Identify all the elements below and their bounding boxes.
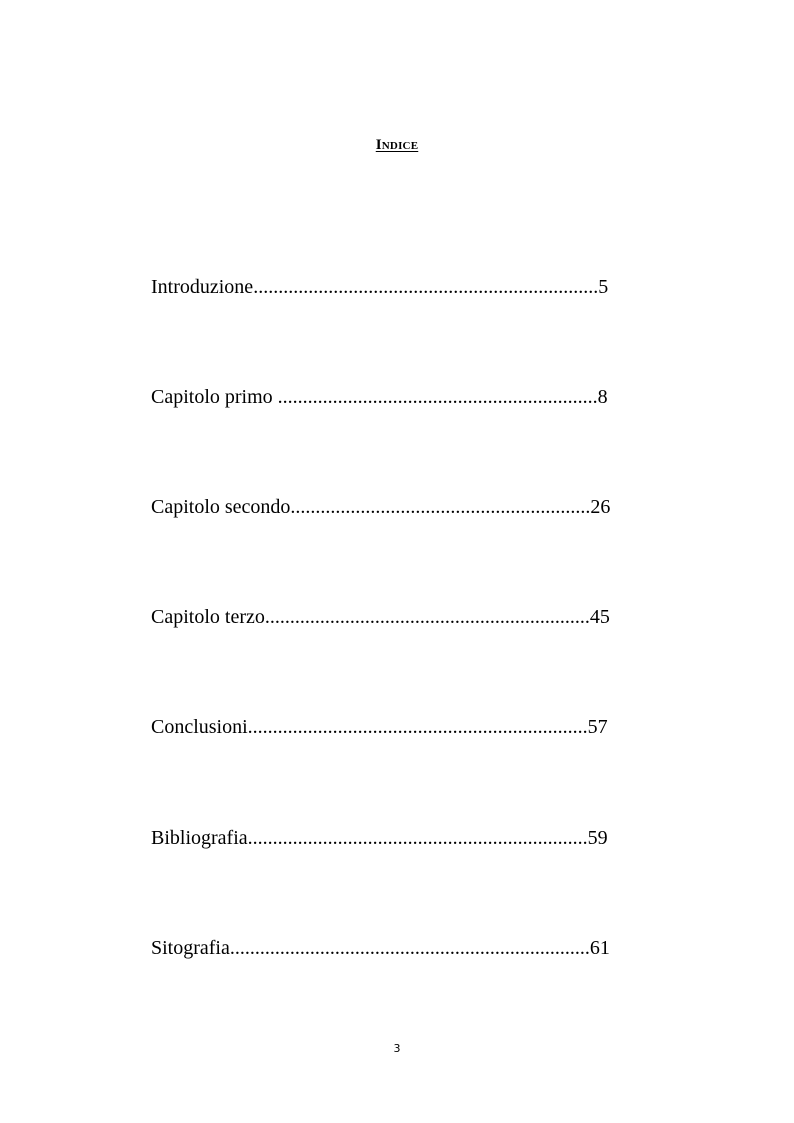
toc-entry-bibliografia: Bibliografia....................................................................59 bbox=[151, 827, 608, 849]
toc-entry-capitolo-secondo: Capitolo secondo............................................................26 bbox=[151, 496, 611, 518]
page-number: 3 bbox=[393, 1042, 401, 1055]
toc-entry-sitografia: Sitografia........................................................................61 bbox=[151, 937, 610, 959]
title-text: Indice bbox=[375, 137, 419, 153]
page-title bbox=[0, 133, 794, 157]
toc-entry-conclusioni: Conclusioni....................................................................57 bbox=[151, 716, 608, 738]
toc-entry-capitolo-primo: Capitolo primo ................................................................8 bbox=[151, 386, 608, 408]
toc-entry-capitolo-terzo: Capitolo terzo.................................................................45 bbox=[151, 606, 610, 628]
toc-entry-introduzione: Introduzione.....................................................................5 bbox=[151, 276, 609, 298]
